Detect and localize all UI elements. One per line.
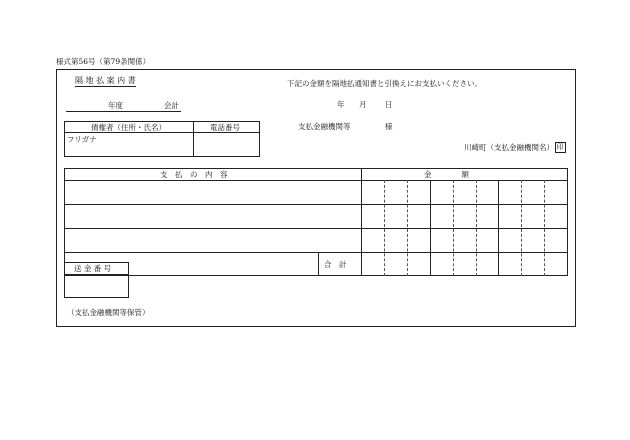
amount-column-divider (361, 168, 362, 276)
remittance-number-label: 送 金 番 号 (74, 264, 112, 273)
payment-table-row-line-2 (64, 228, 568, 229)
form-title: 隔 地 払 案 内 書 (75, 76, 136, 85)
furigana-label: フリガナ (67, 135, 97, 144)
fiscal-year-underline (66, 111, 181, 112)
payment-content-header: 支 払 の 内 容 (160, 170, 228, 179)
fiscal-year-label: 年度 (108, 101, 123, 110)
payment-notice: 下記の金額を隔地払通知書と引換えにお支払いください。 (287, 79, 482, 88)
honorific-label: 様 (385, 122, 393, 131)
town-bank-name-label: 川崎町（支払金融機関名） (464, 143, 554, 152)
amount-group-divider-1 (430, 180, 431, 276)
amount-group-divider-2 (498, 180, 499, 276)
amount-digit-divider (453, 180, 454, 276)
date-day-label: 日 (385, 100, 393, 109)
total-row-line (361, 252, 568, 253)
amount-digit-divider (407, 180, 408, 276)
date-month-label: 月 (359, 100, 367, 109)
payment-table-header-line (64, 180, 568, 181)
account-label: 会計 (164, 101, 179, 110)
amount-digit-divider (521, 180, 522, 276)
bank-addressee-label: 支払金融機関等 (298, 122, 351, 131)
form-number: 様式第56号（第79条関係） (56, 57, 151, 66)
total-label: 合 計 (324, 260, 347, 269)
creditor-table-header-line (64, 132, 260, 133)
seal-label: 印 (556, 143, 564, 151)
phone-header: 電話番号 (210, 123, 240, 132)
date-year-label: 年 (337, 100, 345, 109)
creditor-header: 債権者（住所・氏名） (91, 123, 166, 132)
amount-digit-divider (476, 180, 477, 276)
payment-table (64, 168, 568, 276)
amount-digit-divider (544, 180, 545, 276)
amount-header: 金 額 (424, 170, 469, 179)
amount-digit-divider (384, 180, 385, 276)
total-cell-left-border (318, 252, 319, 276)
custody-note: （支払金融機関等保管） (67, 308, 150, 317)
creditor-table-divider (193, 121, 194, 157)
payment-table-row-line-1 (64, 204, 568, 205)
remittance-number-header-line (64, 274, 129, 275)
